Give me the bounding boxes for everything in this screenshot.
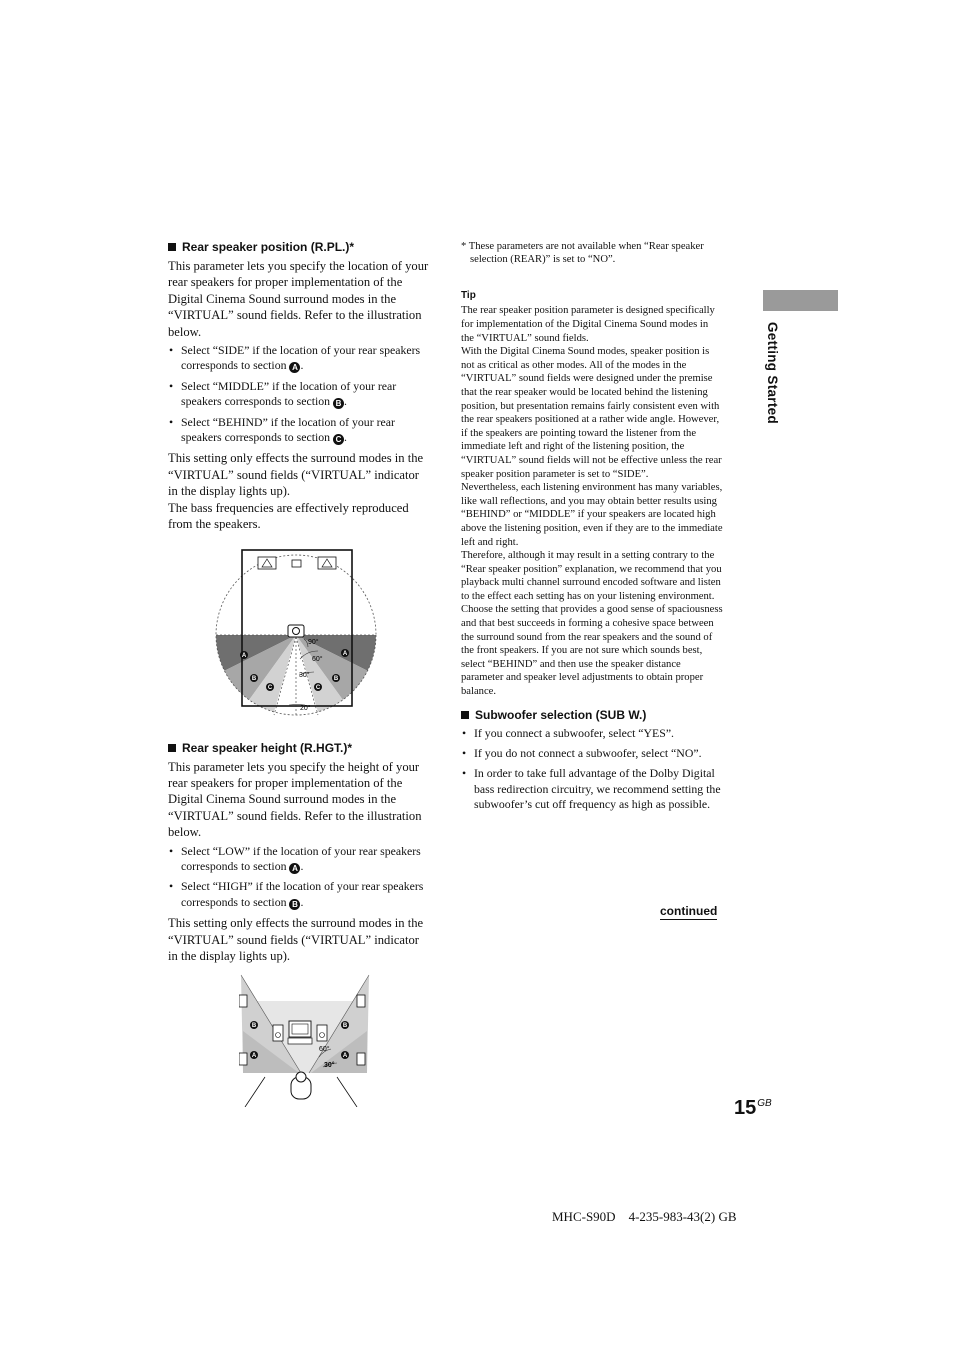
angle-label: 30° <box>299 671 310 679</box>
tip-paragraph: Nevertheless, each listening environment has many variables, like wall reflections, and you may obtain better results using “BEHIND” or “MIDDLE” if your speakers are located high above the listening position, even if they are to the immediate left and right. <box>461 482 723 548</box>
zone-marker: A <box>251 1053 257 1060</box>
continued-label: continued <box>660 904 718 918</box>
subwoofer-selection-heading: Subwoofer selection (SUB W.) <box>461 708 723 722</box>
zone-marker: C <box>267 684 273 691</box>
rear-speaker-height-intro: This parameter lets you specify the height of your rear speakers for proper implementation of the Digital Cinema Sound surround modes in the “VIRTUAL” sound fields. Refer to the illustration below. <box>168 759 422 840</box>
listener-icon <box>288 625 304 637</box>
list-item: • In order to take full advantage of the Dolby Digital bass redirection circuitry, we recommend setting the subwoofer’s cut off frequency as high as possible. <box>461 766 723 812</box>
section-marker: B <box>289 899 300 910</box>
rear-speaker-height-diagram <box>239 973 371 1107</box>
zone-marker: B <box>251 675 257 682</box>
rear-speaker-height-note: This setting only effects the surround modes in the “VIRTUAL” sound fields (“VIRTUAL” indicator in the display lights up). <box>168 916 424 963</box>
front-speaker-right-icon <box>317 1025 327 1041</box>
zone-marker: B <box>251 1023 257 1030</box>
list-item: • If you do not connect a subwoofer, select “NO”. <box>461 746 723 761</box>
angle-label: 90° <box>308 638 319 646</box>
page-suffix: GB <box>757 1098 772 1109</box>
angle-label: 60° <box>319 1046 330 1054</box>
rear-speaker-height-heading: Rear speaker height (R.HGT.)* <box>168 741 430 755</box>
center-speaker-icon <box>292 560 301 567</box>
tip-label: Tip <box>461 290 476 302</box>
front-speaker-left-icon <box>273 1025 283 1041</box>
section-tab <box>763 290 838 311</box>
zone-marker: C <box>315 684 321 691</box>
section-marker: C <box>333 434 344 445</box>
zone-marker: A <box>342 1053 348 1060</box>
square-bullet-icon <box>168 744 176 752</box>
rear-speaker-high-right-icon <box>357 995 365 1007</box>
page-number: $15^{GB}$ <box>734 1097 772 1119</box>
angle-label: 20° <box>300 704 311 712</box>
rear-speaker-low-right-icon <box>357 1053 365 1065</box>
angle-label: 60° <box>312 655 323 663</box>
tip-paragraph: Therefore, although it may result in a setting contrary to the “Rear speaker position” explanation, we recommend that you playback multi channel surround encoded software and listen to the effect each setting has on your listening environment. Choose the setting that provides a good sense of spaciousness and that best succeeds in forming a cohesive space between the surround sound from the rear speakers and the sound of the front speakers. If you are not sure which sounds best, select “BEHIND” and then use the speaker distance parameter and speaker level adjustments to obtain proper balance. <box>461 550 723 698</box>
right-column <box>461 240 723 818</box>
section-tab-label: Getting Started <box>765 322 780 425</box>
square-bullet-icon <box>168 243 176 251</box>
bass-note: The bass frequencies are effectively reproduced from the speakers. <box>168 500 409 532</box>
section-marker: A <box>289 362 300 373</box>
zone-marker: A <box>342 650 348 657</box>
rear-speaker-position-diagram <box>214 547 384 719</box>
zone-marker: B <box>342 1023 348 1030</box>
footnote: * These parameters are not available when “Rear speaker selection (REAR)” is set to “NO”. <box>461 241 704 266</box>
rear-speaker-position-note: This setting only effects the surround modes in the “VIRTUAL” sound fields (“VIRTUAL” indicator in the display lights up). <box>168 451 424 499</box>
left-column <box>168 240 430 1107</box>
model-footer: MHC-S90D 4-235-983-43(2) GB <box>552 1209 737 1224</box>
list-item: • Select “LOW” if the location of your rear speakers corresponds to section A . <box>168 844 430 875</box>
square-bullet-icon <box>461 711 469 719</box>
list-item: • Select “SIDE” if the location of your rear speakers corresponds to section A . <box>168 343 430 374</box>
subwoofer-options <box>461 726 723 813</box>
angle-label: 30° <box>324 1062 335 1070</box>
list-item: • Select “BEHIND” if the location of your rear speakers corresponds to section C . <box>168 415 430 446</box>
rear-speaker-position-heading: Rear speaker position (R.PL.)* <box>168 240 430 254</box>
rear-speaker-position-intro: This parameter lets you specify the location of your rear speakers for proper implementation of the Digital Cinema Sound surround modes in the “VIRTUAL” sound fields. Refer to the illustration below. <box>168 259 429 339</box>
list-item: • Select “MIDDLE” if the location of your rear speakers corresponds to section B . <box>168 379 430 410</box>
listener-icon <box>291 1072 311 1099</box>
tip-paragraph: With the Digital Cinema Sound modes, speaker position is not as critical as other modes. All of the modes in the “VIRTUAL” sound fields were designed under the premise that the rear speaker would be located behind the listening position, but presentation remains fairly consistent even with the rear speakers positioned at a rather wide angle. However, if the speakers are pointing toward the listener from the immediate left and right of the listening position, the “VIRTUAL” sound fields will not be effective unless the rear speaker position parameter is set to “SIDE”. <box>461 346 722 480</box>
rear-speaker-high-left-icon <box>239 995 247 1007</box>
list-item: • Select “HIGH” if the location of your rear speakers corresponds to section B . <box>168 879 430 910</box>
section-marker: A <box>289 863 300 874</box>
rear-speaker-position-options <box>168 343 430 445</box>
tip-paragraph: The rear speaker position parameter is designed specifically for implementation of the Digital Cinema Sound modes in the “VIRTUAL” sound fields. <box>461 305 715 344</box>
rear-speaker-height-options <box>168 844 430 911</box>
zone-marker: B <box>333 675 339 682</box>
rear-speaker-low-left-icon <box>239 1053 247 1065</box>
section-marker: B <box>333 398 344 409</box>
zone-marker: A <box>241 652 247 659</box>
list-item: • If you connect a subwoofer, select “YES”. <box>461 726 723 741</box>
